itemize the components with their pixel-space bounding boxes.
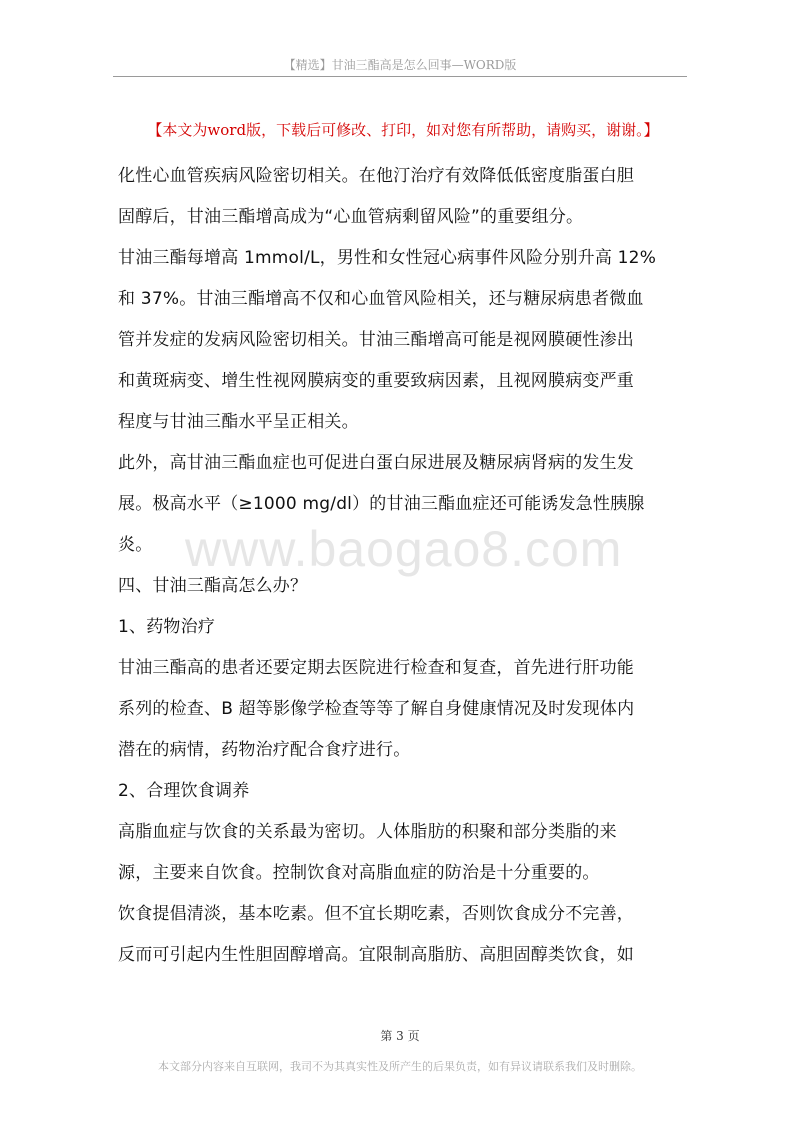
section-heading: 四、甘油三酯高怎么办？	[118, 576, 308, 596]
purchase-notice: 【本文为word版，下载后可修改、打印，如对您有所帮助，请购买，谢谢。】	[147, 121, 659, 139]
body-line: 固醇后，甘油三酯增高成为“心血管病剩留风险”的重要组分。	[118, 207, 584, 227]
page-header: 【精选】甘油三酯高是怎么回事—WORD版	[283, 58, 517, 72]
body-line: 高脂血症与饮食的关系最为密切。人体脂肪的积聚和部分类脂的来	[118, 822, 617, 842]
body-line: 和 37%。甘油三酯增高不仅和心血管风险相关，还与糖尿病患者微血	[118, 289, 644, 309]
body-line: 源，主要来自饮食。控制饮食对高脂血症的防治是十分重要的。	[118, 863, 600, 883]
body-line: 炎。	[118, 535, 153, 555]
body-line: 展。极高水平（≥1000 mg/dl）的甘油三酯血症还可能诱发急性胰腺	[118, 494, 645, 514]
body-line: 系列的检查、B 超等影像学检查等等了解自身健康情况及时发现体内	[118, 699, 635, 719]
body-line: 甘油三酯高的患者还要定期去医院进行检查和复查，首先进行肝功能	[118, 658, 634, 678]
header-divider	[113, 76, 687, 77]
page-number: 第 3 页	[380, 1029, 420, 1043]
body-line: 管并发症的发病风险密切相关。甘油三酯增高可能是视网膜硬性渗出	[118, 330, 634, 350]
body-line: 潜在的病情，药物治疗配合食疗进行。	[118, 740, 411, 760]
subsection-heading: 1、药物治疗	[118, 617, 216, 637]
subsection-heading: 2、合理饮食调养	[118, 781, 250, 801]
body-line: 和黄斑病变、增生性视网膜病变的重要致病因素，且视网膜病变严重	[118, 371, 634, 391]
body-line: 反而可引起内生性胆固醇增高。宜限制高脂肪、高胆固醇类饮食，如	[118, 945, 634, 965]
body-line: 甘油三酯每增高 1mmol/L，男性和女性冠心病事件风险分别升高 12%	[118, 248, 657, 268]
body-line: 饮食提倡清淡，基本吃素。但不宜长期吃素，否则饮食成分不完善，	[118, 904, 634, 924]
body-line: 此外，高甘油三酯血症也可促进白蛋白尿进展及糖尿病肾病的发生发	[118, 453, 634, 473]
document-body	[118, 157, 688, 977]
watermark: www.baogao8.com	[185, 521, 623, 577]
page-footer: 本文部分内容来自互联网，我司不为其真实性及所产生的后果负责，如有异议请联系我们及时删除。	[158, 1060, 642, 1073]
body-line: 化性心血管疾病风险密切相关。在他汀治疗有效降低低密度脂蛋白胆	[118, 166, 634, 186]
body-line: 程度与甘油三酯水平呈正相关。	[118, 412, 359, 432]
